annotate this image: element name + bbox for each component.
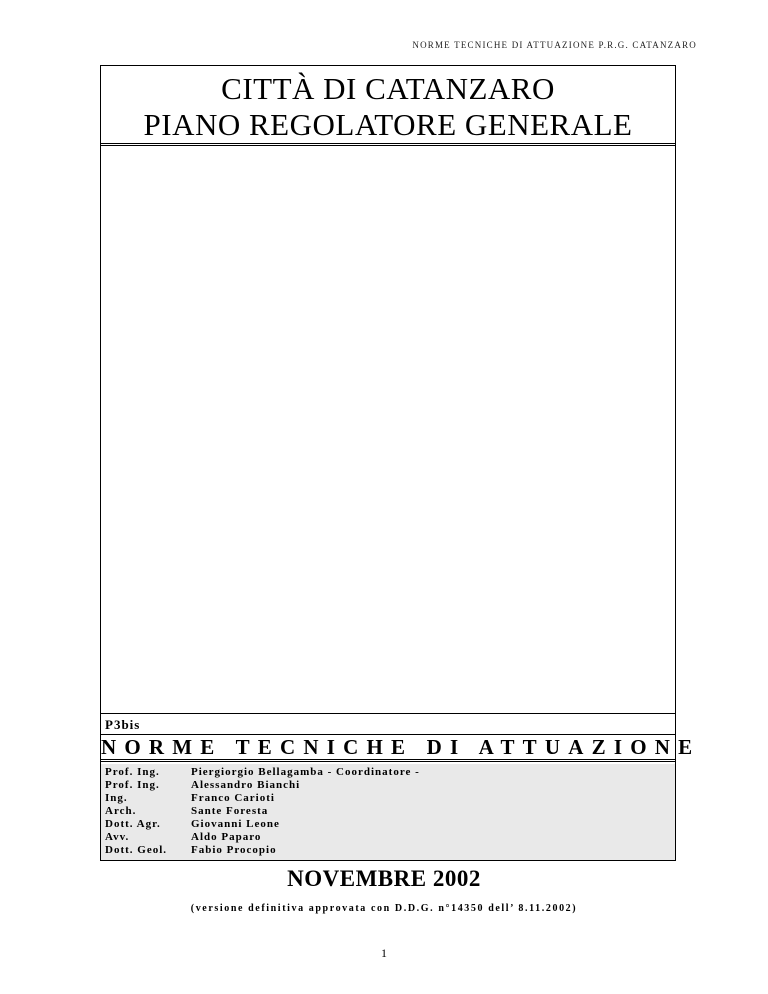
author-role: Prof. Ing. xyxy=(105,779,160,791)
title-line-2: PIANO REGOLATORE GENERALE xyxy=(143,107,633,142)
author-name: Piergiorgio Bellagamba - Coordinatore - xyxy=(191,766,420,778)
author-name: Alessandro Bianchi xyxy=(191,779,301,791)
author-role: Arch. xyxy=(105,805,137,817)
title-block xyxy=(101,66,675,146)
section-title: NORME TECNICHE DI ATTUAZIONE xyxy=(101,734,675,762)
version-note: (versione definitiva approvata con D.D.G. n°14350 dell’ 8.11.2002) xyxy=(190,903,578,914)
title-line-1: CITTÀ DI CATANZARO xyxy=(221,71,555,106)
cover-frame xyxy=(100,65,701,861)
author-name: Aldo Paparo xyxy=(191,831,262,843)
author-name: Franco Carioti xyxy=(191,792,275,804)
author-name: Giovanni Leone xyxy=(191,818,280,830)
running-header: NORME TECNICHE DI ATTUAZIONE P.R.G. CATANZARO xyxy=(412,40,697,50)
document-code-row xyxy=(101,713,675,733)
author-role: Prof. Ing. xyxy=(105,766,160,778)
author-role: Dott. Geol. xyxy=(105,844,168,856)
author-role: Ing. xyxy=(105,792,128,804)
author-name: Fabio Procopio xyxy=(191,844,277,856)
author-name: Sante Foresta xyxy=(191,805,269,817)
author-role: Dott. Agr. xyxy=(105,818,161,830)
authors-list xyxy=(101,764,675,860)
document-code: P3bis xyxy=(105,717,141,732)
page-number: 1 xyxy=(381,946,387,960)
author-role: Avv. xyxy=(105,831,130,843)
publication-date: NOVEMBRE 2002 xyxy=(287,866,481,891)
